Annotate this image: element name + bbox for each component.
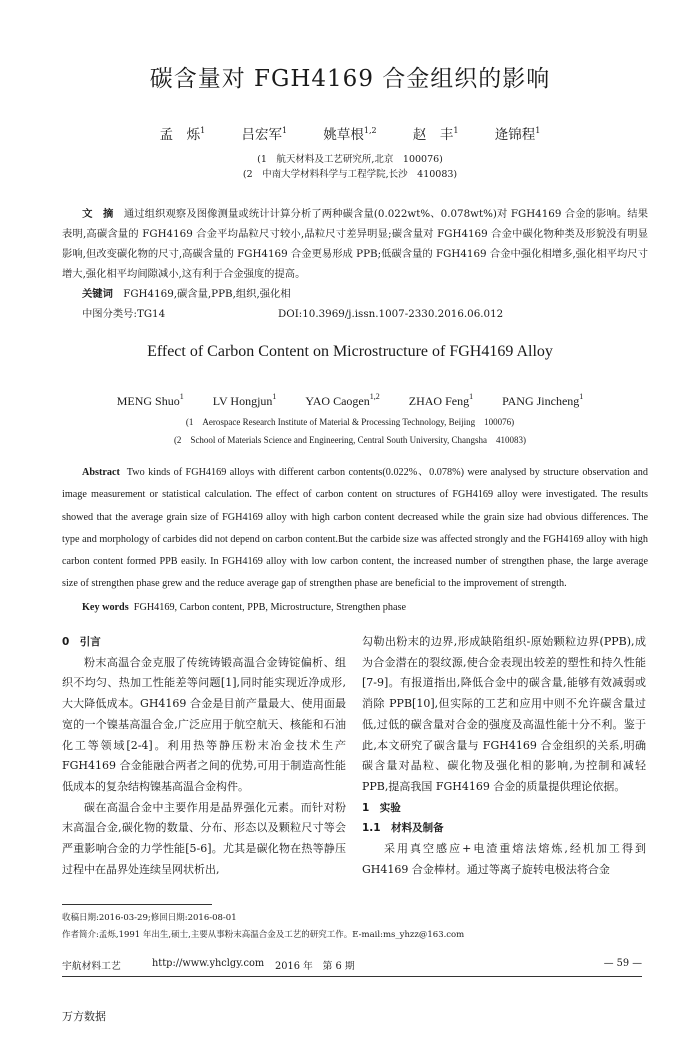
paragraph: 碳在高温合金中主要作用是晶界强化元素。而针对粉末高温合金,碳化物的数量、分布、形态以及颗粒尺寸等会严重影响合金的力学性能[5-6]。尤其是碳化物在热等静压过程中在晶界处连续呈网状析出, — [62, 800, 346, 876]
footer-rule — [62, 976, 642, 977]
abstract-cn-text: 通过组织观察及图像测量或统计计算分析了两种碳含量(0.022wt%、0.078wt%)对 FGH4169 合金的影响。结果表明,高碳含量的 FGH4169 合金平均晶粒尺寸较小,晶粒尺寸差异明显;碳含量对 FGH4169 合金中碳化物种类及形貌没有明显影响,但改变碳化物的尺寸,高碳含量的 FGH4169 合金更易形成 PPB;低碳含量的 FGH4169 合金中强化相增多,强化相平均尺寸增大,强化相平均间隙减小,这有利于合金强度的提高。 — [62, 208, 649, 280]
paragraph: 粉末高温合金克服了传统铸锻高温合金铸锭偏析、组织不均匀、热加工性能差等问题[1],同时能实现近净成形,大大降低成本。GH4169 合金是目前产量最大、使用面最宽的一个镍基高温合金,广泛应用于航空航天、核能和石油化工等领域[2-4]。利用热等静压粉末冶金技术生产 FGH4169 合金能融合两者之间的优势,可用于制造高性能低成本的复杂结构镍基高温合金构件。 — [62, 655, 346, 793]
section-heading: 0 引言 — [62, 636, 101, 648]
affiliation-en-2: (2 School of Materials Science and Engineering, Central South University, Changsha 410083) — [173, 435, 527, 445]
author-cn: 吕宏军$^1$ — [241, 126, 288, 143]
author-cn: 孟 烁$^1$ — [159, 126, 206, 143]
author-cn: 姚草根$^{1,2}$ — [323, 126, 377, 143]
section-heading: 1 实验 — [362, 801, 401, 814]
footnotes — [62, 910, 464, 944]
issue-info: 2016 年 第 6 期 — [275, 961, 355, 972]
author-list-cn — [0, 123, 700, 143]
abstract-en-label: Abstract — [82, 467, 120, 478]
keywords-en: Key words FGH4169, Carbon content, PPB, Microstructure, Strengthen phase — [82, 602, 406, 613]
watermark: 万方数据 — [62, 1010, 106, 1023]
abstract-en — [62, 462, 648, 596]
footnote-rule — [62, 904, 212, 905]
author-cn: 逄锦程$^1$ — [494, 126, 541, 143]
keywords-cn: 关键词 FGH4169,碳含量,PPB,组织,强化相 — [82, 288, 291, 300]
paper-title-en: Effect of Carbon Content on Microstructure of FGH4169 Alloy — [147, 343, 553, 360]
author-en: MENG Shuo$^1$ — [116, 392, 184, 408]
author-en: YAO Caogen$^{1,2}$ — [305, 392, 380, 408]
affiliation-en-1: (1 Aerospace Research Institute of Material & Processing Technology, Beijing 100076) — [185, 417, 515, 427]
journal-url: http://www.yhclgy.com — [152, 958, 265, 969]
affiliation-cn-1: (1 航天材料及工艺研究所,北京 100076) — [257, 154, 443, 165]
affiliations-cn — [0, 152, 700, 182]
doi: DOI:10.3969/j.issn.1007-2330.2016.06.012 — [278, 308, 504, 320]
author-en: ZHAO Feng$^1$ — [408, 392, 474, 408]
paragraph: 勾勒出粉末的边界,形成缺陷组织-原始颗粒边界(PPB),成为合金潜在的裂纹源,使合金表现出较差的塑性和持久性能[7-9]。有报道指出,降低合金中的碳含量,能够有效减弱或消除 PPB[10],但实际的工艺和应用中则不允许碳含量过低,过低的碳含量对合金的强度及高温性能十分不利。鉴于此,本文研究了碳含量与 FGH4169 合金组织的关系,明确碳含量对晶粒、碳化物及强化相的影响,为控制和减轻 PPB,提高我国 FGH4169 合金的质量提供理论依据。 — [362, 635, 646, 793]
footnote-received: 收稿日期:2016-03-29;修回日期:2016-08-01 — [62, 913, 237, 923]
abstract-en-text: Two kinds of FGH4169 alloys with different carbon contents(0.022%、0.078%) were analysed by structure observation and image measurement or statistical calculation. The effect of carbon content on structures of FGH4169 alloy were investigated. The results showed that the average grain size of FGH4169 alloy with high carbon content decreased while the grain size had obvious differences. The type and morphology of carbides did not depend on carbon content.But the carbide size was affected strongly and the FGH4169 alloy with high carbon content formed PPB easily. In FGH4169 alloy with low carbon content, the increased number of strengthen phase, the large average size of strengthen phase grew and the reduce average gap of strengthen phase are beneficial to the improvement of strength. — [62, 467, 648, 590]
affiliation-cn-2: (2 中南大学材料科学与工程学院,长沙 410083) — [242, 169, 458, 180]
abstract-cn-label: 文 摘 — [82, 208, 114, 220]
journal-name: 宇航材料工艺 — [62, 961, 121, 972]
author-en: PANG Jincheng$^1$ — [502, 392, 584, 408]
author-en: LV Hongjun$^1$ — [212, 392, 277, 408]
abstract-cn — [62, 204, 648, 284]
body-column-left — [62, 632, 346, 880]
affiliations-en — [0, 413, 700, 449]
paragraph: 采用真空感应+电渣重熔法熔炼,经机加工得到 GH4169 合金棒材。通过等离子旋转电极法将合金 — [362, 842, 646, 876]
footnote-author: 作者简介:孟烁,1991 年出生,硕士,主要从事粉末高温合金及工艺的研究工作。E-mail:ms_yhzz@163.com — [62, 930, 465, 940]
page-footer — [62, 958, 642, 972]
body-column-right — [362, 632, 646, 880]
author-list-en — [0, 394, 700, 409]
author-cn: 赵 丰$^1$ — [412, 126, 459, 143]
page-number: — 59 — — [603, 958, 642, 969]
subsection-heading: 1.1 材料及制备 — [362, 822, 444, 835]
paper-title-cn: 碳含量对 FGH4169 合金组织的影响 — [149, 66, 551, 92]
classification-cn: 中图分类号:TG14 DOI:10.3969/j.issn.1007-2330.2016.06.012 — [62, 304, 648, 324]
